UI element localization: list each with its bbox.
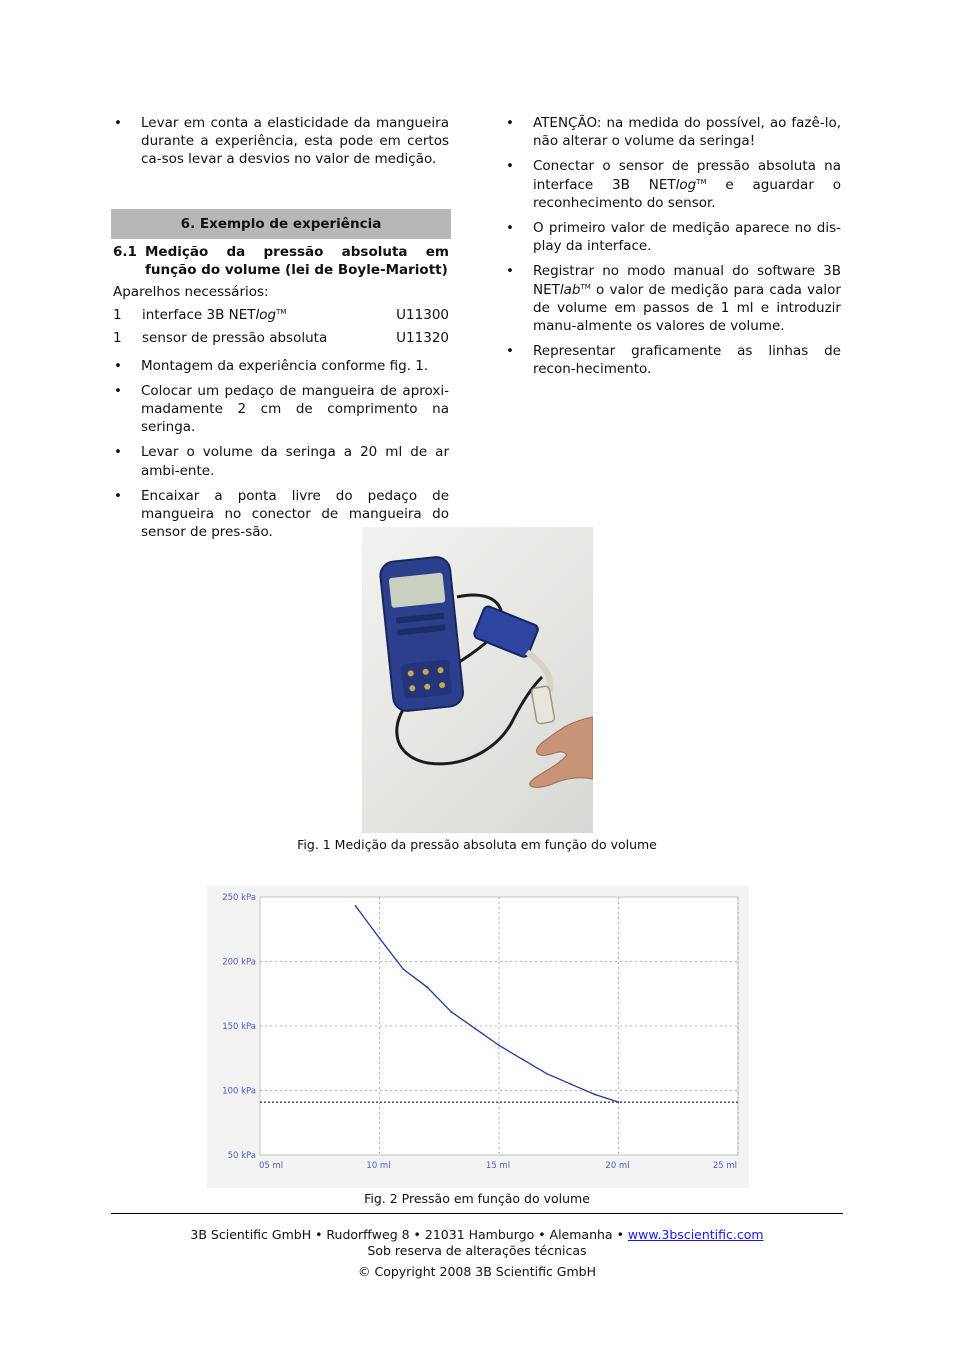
list-item: • Levar em conta a elasticidade da mangueira durante a experiência, esta pode em certos ca-sos levar a desvios no valor de medição. — [113, 114, 449, 169]
experiment-photo-drawing — [362, 527, 593, 833]
list-item: • Registrar no modo manual do software 3B NETlab™ o valor de medição para cada valor de volume em passos de 1 ml e introduzir manu-almente os valores de volume. — [505, 262, 841, 335]
data-point — [618, 1101, 620, 1103]
y-tick-label: 250 kPa — [222, 893, 256, 903]
x-tick-label: 15 ml — [485, 1161, 511, 1171]
data-point — [403, 968, 405, 970]
table-row — [113, 329, 449, 352]
table-row — [113, 306, 449, 329]
footer-address: 3B Scientific GmbH • Rudorffweg 8 • 21031 Hamburgo • Alemanha • www.3bscientific.com — [190, 1227, 764, 1242]
data-point — [498, 1044, 500, 1046]
list-item: • Encaixar a ponta livre do pedaço de mangueira no conector de mangueira do sensor de pres-são. — [113, 487, 449, 542]
footer-divider — [111, 1213, 843, 1214]
data-point — [522, 1059, 524, 1061]
equipment-table — [113, 306, 449, 352]
list-item: • Levar o volume da seringa a 20 ml de ar ambi-ente. — [113, 443, 449, 479]
x-tick-label: 05 ml — [259, 1161, 284, 1171]
list-item: • ATENÇÃO: na medida do possível, ao fazê-lo, não alterar o volume da seringa! — [505, 114, 841, 150]
equipment-heading: Aparelhos necessários: — [113, 284, 269, 301]
data-point — [570, 1083, 572, 1085]
list-item: • O primeiro valor de medição aparece no dis-play da interface. — [505, 219, 841, 255]
data-point — [450, 1011, 452, 1013]
list-item: • Montagem da experiência conforme fig. 1. — [113, 357, 449, 375]
equipment-code: U11320 — [396, 330, 449, 347]
equipment-qty: 1 — [113, 307, 122, 324]
equipment-name: sensor de pressão absoluta — [142, 330, 328, 347]
figure2-caption: Fig. 2 Pressão em função do volume — [364, 1191, 590, 1206]
left-column — [113, 114, 449, 548]
equipment-code: U11300 — [396, 307, 449, 324]
x-tick-label: 20 ml — [605, 1161, 630, 1171]
experiment-photo — [362, 527, 593, 833]
right-bullet-list — [505, 114, 841, 379]
y-tick-label: 150 kPa — [222, 1022, 256, 1032]
y-tick-label: 50 kPa — [227, 1151, 256, 1161]
data-point — [546, 1073, 548, 1075]
list-item: • Colocar um pedaço de mangueira de aproxi-madamente 2 cm de comprimento na seringa. — [113, 382, 449, 437]
subsection-heading — [113, 243, 449, 279]
list-item: • Conectar o sensor de pressão absoluta na interface 3B NETlog™ e aguardar o reconhecimento do sensor. — [505, 157, 841, 212]
chart-svg — [207, 886, 749, 1188]
website-link[interactable]: www.3bscientific.com — [627, 1227, 764, 1242]
figure1-caption: Fig. 1 Medição da pressão absoluta em função do volume — [297, 837, 657, 852]
data-point — [426, 986, 428, 988]
subsection-title: Medição da pressão absoluta em função do volume (lei de Boyle-Mariott) — [145, 243, 449, 278]
data-point — [594, 1093, 596, 1095]
procedure-bullet-list — [113, 357, 449, 542]
section-title: 6. Exemplo de experiência — [111, 209, 451, 239]
data-point — [355, 905, 357, 907]
equipment-name: interface 3B NETlog™ — [142, 307, 287, 324]
y-tick-label: 100 kPa — [222, 1086, 256, 1097]
right-column — [505, 114, 841, 386]
footer-copyright: © Copyright 2008 3B Scientific GmbH — [358, 1264, 596, 1279]
subsection-number: 6.1 — [113, 243, 137, 260]
footer-notice: Sob reserva de alterações técnicas — [367, 1243, 587, 1258]
pressure-volume-chart — [207, 886, 749, 1188]
list-item: • Representar graficamente as linhas de recon-hecimento. — [505, 342, 841, 378]
x-tick-label: 25 ml — [712, 1161, 737, 1171]
intro-bullet-list — [113, 114, 449, 169]
data-point — [474, 1028, 476, 1030]
data-point — [379, 937, 381, 939]
y-tick-label: 200 kPa — [222, 957, 256, 968]
x-tick-label: 10 ml — [366, 1161, 391, 1171]
equipment-qty: 1 — [113, 330, 122, 347]
